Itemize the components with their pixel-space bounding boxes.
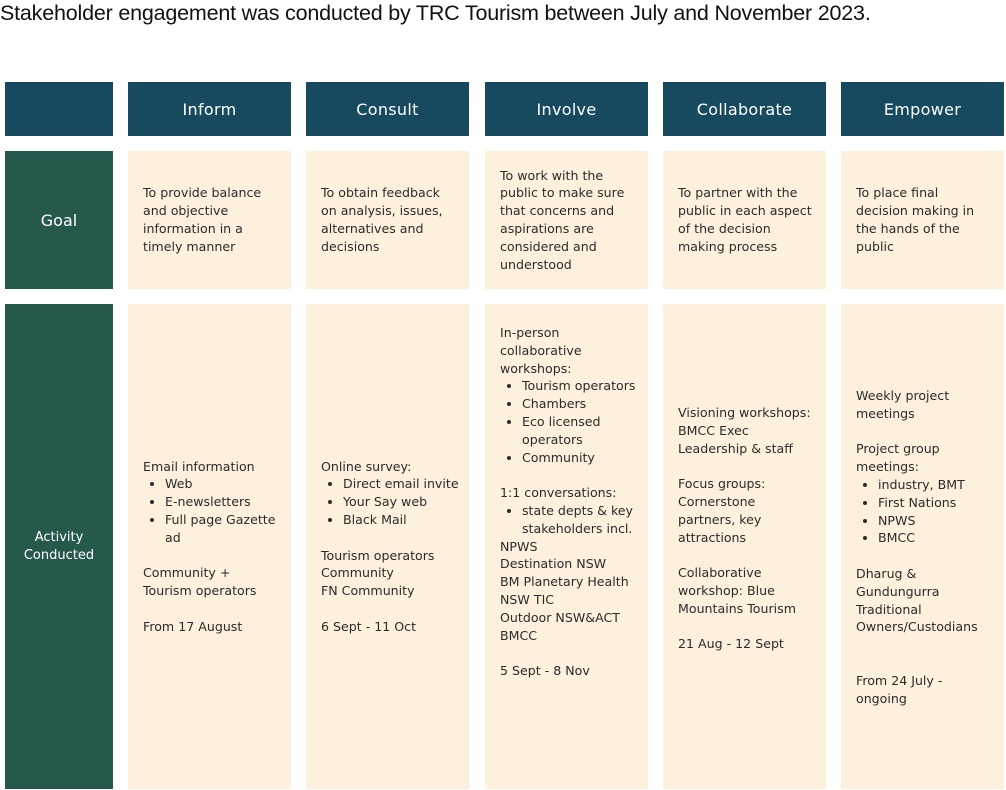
list-item: • BMCC [878,529,994,547]
list-item: • E-newsletters [165,493,281,511]
involve-org-4: NSW TIC [500,591,555,607]
list-item: • industry, BMT [878,476,994,494]
activity-inform [128,304,291,789]
activity-row-label: Activity Conducted [5,304,113,789]
consult-audience-2: Community [321,565,394,581]
goal-inform [128,151,291,289]
empower-weekly: Weekly project meetings [856,388,950,421]
involve-conversation-list [500,502,638,538]
goal-empower [841,151,1004,289]
header-involve: Involve [485,82,648,136]
inform-audience: Community + Tourism operators [143,565,257,599]
consult-audience-3: FN Community [321,583,415,599]
collaborate-workshop: Collaborative workshop: Blue Mountains Tourism [678,565,796,616]
activity-involve [485,304,648,789]
involve-dates: 5 Sept - 8 Nov [500,663,590,679]
goal-consult [306,151,469,289]
collaborate-visioning: Visioning workshops: BMCC Exec Leadership & staff [678,405,811,456]
consult-channel-list [321,475,459,528]
involve-org-5: Outdoor NSW&ACT [500,609,620,625]
header-collaborate: Collaborate [663,82,826,136]
list-item: • NPWS [878,512,994,530]
list-item: • Black Mail [343,511,459,529]
collaborate-dates: 21 Aug - 12 Sept [678,636,784,652]
header-consult: Consult [306,82,469,136]
goal-empower-text: To place final decision making in the hands of the public [856,185,975,254]
header-empower: Empower [841,82,1004,136]
activity-consult [306,304,469,789]
list-item: • Chambers [522,395,638,413]
empower-project-intro: Project group meetings: [856,441,940,475]
involve-org-1: NPWS [500,538,538,554]
goal-collaborate [663,151,826,289]
consult-dates: 6 Sept - 11 Oct [321,618,417,634]
list-item: • Community [522,449,638,467]
goal-row-label: Goal [5,151,113,289]
goal-involve-text: To work with the public to make sure that concerns and aspirations are considered and understood [500,167,625,272]
list-item: • Full page Gazette ad [165,511,281,547]
goal-inform-text: To provide balance and objective information in a timely manner [143,185,262,254]
list-item: • Direct email invite [343,475,459,493]
inform-channel-list [143,475,281,546]
involve-org-6: BMCC [500,627,538,643]
activity-empower [841,304,1004,789]
list-item: • state depts & key stakeholders incl. [522,502,638,538]
goal-consult-text: To obtain feedback on analysis, issues, alternatives and decisions [321,185,443,254]
goal-collaborate-text: To partner with the public in each aspect of the decision making process [678,185,812,254]
involve-org-2: Destination NSW [500,556,607,572]
empower-owners: Dharug & Gundungurra Traditional Owners/Custodians [856,565,978,635]
involve-intro: In-person collaborative workshops: [500,325,582,376]
involve-org-3: BM Planetary Health [500,574,629,590]
list-item: • Tourism operators [522,377,638,395]
header-inform: Inform [128,82,291,136]
empower-dates: From 24 July - ongoing [856,672,943,706]
collaborate-focus-groups: Focus groups: Cornerstone partners, key attractions [678,476,766,545]
activity-collaborate [663,304,826,789]
consult-audience-1: Tourism operators [321,547,435,563]
consult-intro: Online survey: [321,458,412,474]
intro-text: Stakeholder engagement was conducted by TRC Tourism between July and November 2023. [0,1,871,25]
list-item: • Eco licensed operators [522,413,638,449]
involve-intro-2: 1:1 conversations: [500,485,617,501]
header-corner [5,82,113,136]
inform-intro: Email information [143,458,255,474]
empower-group-list [856,476,994,547]
list-item: • Web [165,475,281,493]
inform-dates: From 17 August [143,618,243,634]
list-item: • Your Say web [343,493,459,511]
goal-involve [485,151,648,289]
involve-workshop-list [500,377,638,466]
list-item: • First Nations [878,494,994,512]
